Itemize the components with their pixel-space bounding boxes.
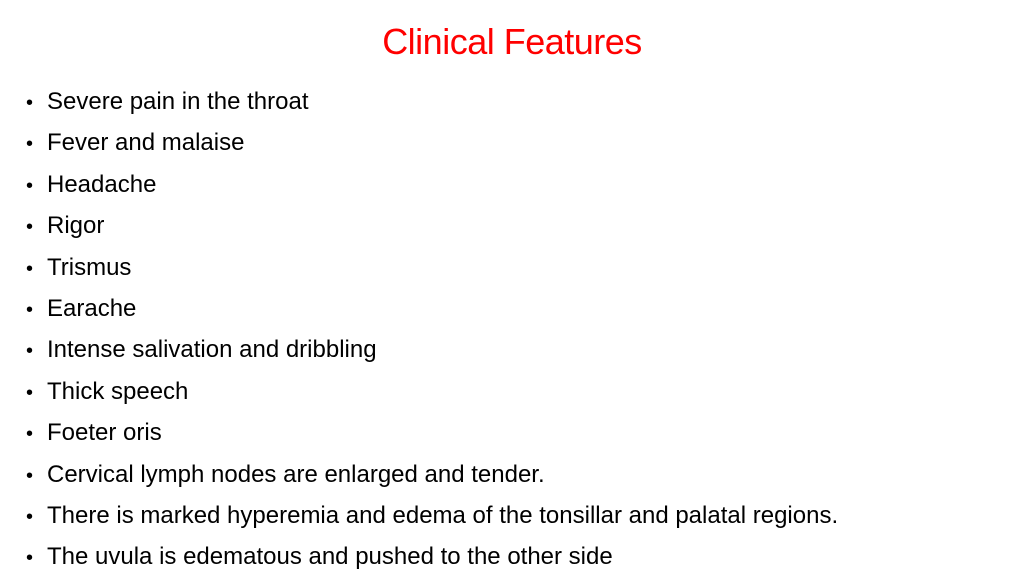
bullet-item [26,413,838,454]
bullet-text: Headache [47,170,157,198]
bullet-icon: • [26,216,34,239]
bullet-item [26,165,838,206]
bullet-text: Cervical lymph nodes are enlarged and tender. [47,460,545,488]
bullet-text: There is marked hyperemia and edema of the tonsillar and palatal regions. [47,502,839,530]
bullet-icon: • [26,92,34,114]
bullet-icon: • [26,340,34,363]
slide-title: Clinical Features [382,21,642,62]
bullet-icon: • [26,381,34,404]
bullet-text: Intense salivation and dribbling [47,336,377,364]
bullet-item [26,123,838,164]
bullet-text: Earache [47,295,137,323]
bullet-icon: • [26,547,34,570]
bullet-item [26,289,838,330]
bullet-text: Foeter oris [47,419,162,447]
bullet-text: The uvula is edematous and pushed to the other side [47,543,613,571]
bullet-item [26,248,838,289]
bullet-list [26,82,838,576]
bullet-text: Severe pain in the throat [47,88,309,115]
bullet-item [26,330,838,371]
bullet-icon: • [26,257,34,280]
bullet-text: Rigor [47,212,105,240]
bullet-icon: • [26,299,34,322]
bullet-icon: • [26,133,34,156]
bullet-item [26,537,838,576]
bullet-icon: • [26,506,34,529]
bullet-text: Thick speech [47,377,189,405]
bullet-text: Fever and malaise [47,129,245,157]
bullet-text: Trismus [47,253,132,281]
bullet-item [26,372,838,413]
bullet-item [26,455,838,496]
bullet-icon: • [26,174,34,197]
bullet-item [26,206,838,247]
bullet-item [26,82,838,123]
bullet-item [26,496,838,537]
bullet-icon: • [26,464,34,487]
bullet-icon: • [26,423,34,446]
